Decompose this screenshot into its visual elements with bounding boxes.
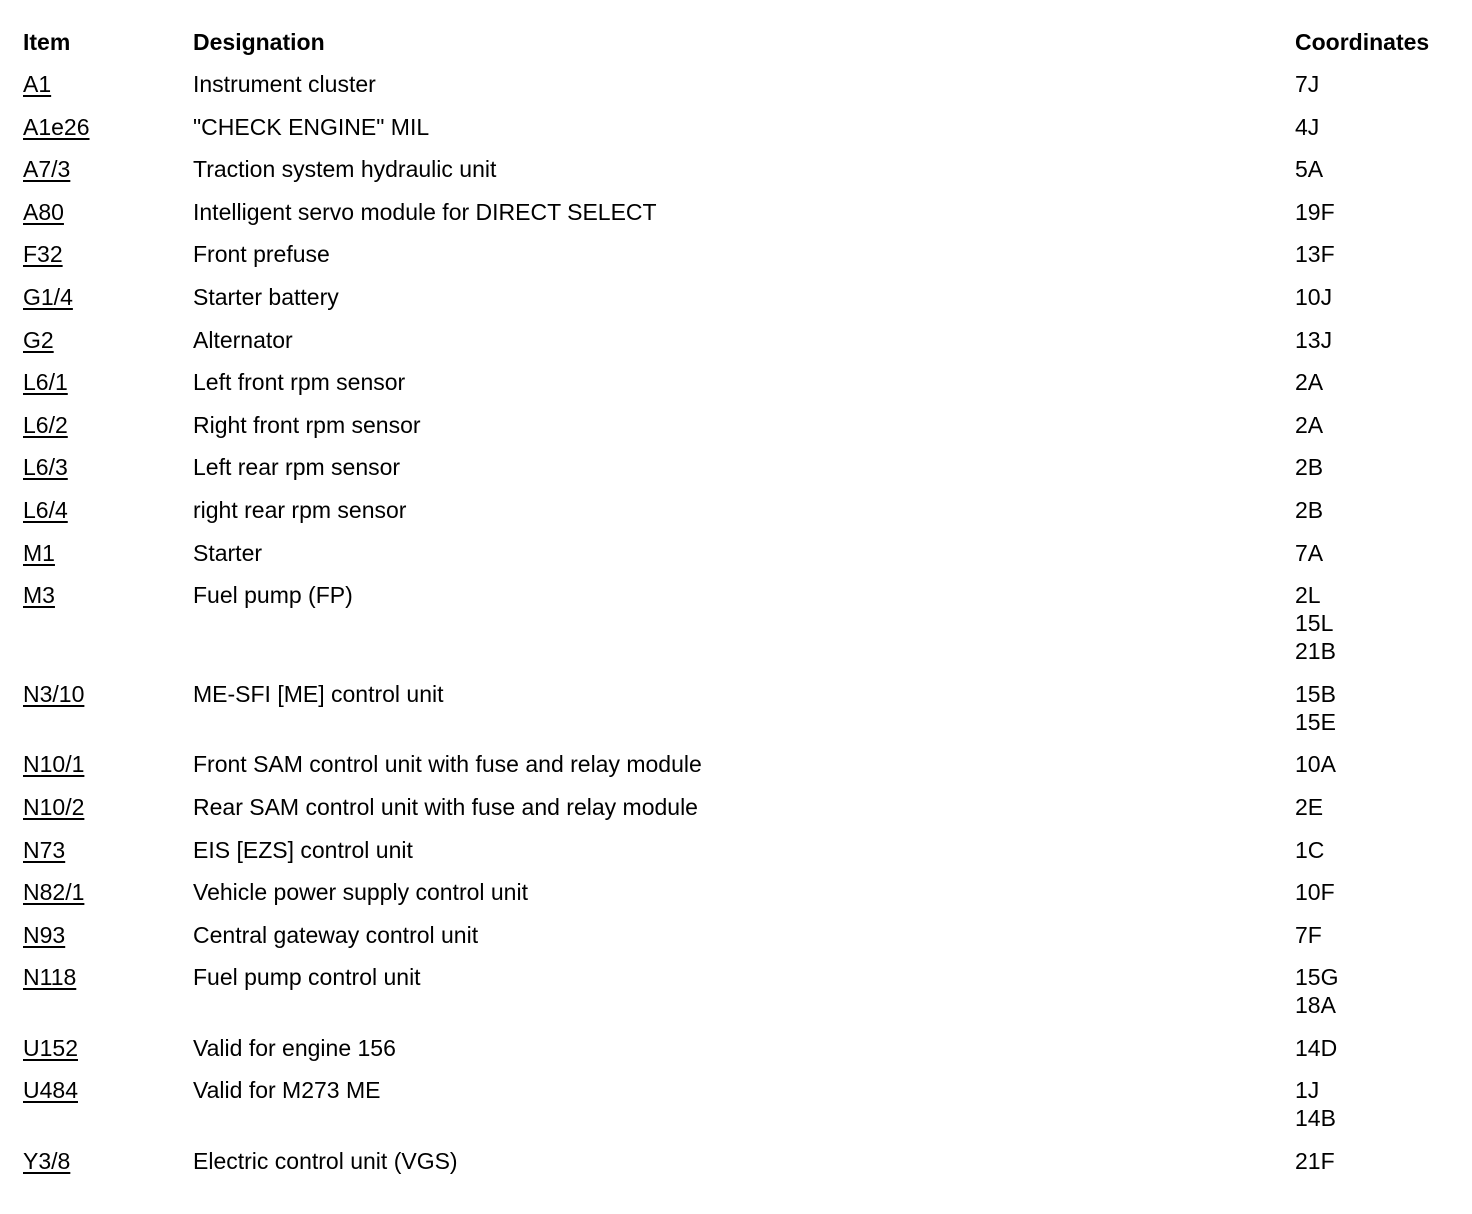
designation-cell: ME-SFI [ME] control unit (193, 680, 444, 707)
table-row (23, 581, 1453, 665)
item-link[interactable]: N82/1 (23, 879, 85, 906)
item-cell (23, 240, 193, 268)
item-cell (23, 368, 193, 396)
item-cell (23, 878, 193, 906)
item-column-header: Item (23, 29, 71, 55)
coordinate-value: 15L (1295, 610, 1334, 637)
coordinates-cell (1295, 198, 1453, 226)
designation-cell: Left front rpm sensor (193, 369, 406, 396)
item-link[interactable]: N10/2 (23, 793, 85, 820)
coordinates-cell (1295, 240, 1453, 268)
coordinate-value: 15E (1295, 708, 1336, 735)
designation-cell: right rear rpm sensor (193, 496, 407, 523)
coordinate-value: 15G (1295, 964, 1339, 991)
coordinate-value: 18A (1295, 992, 1336, 1019)
designation-cell: Valid for engine 156 (193, 1034, 396, 1061)
coordinate-value: 1C (1295, 836, 1325, 863)
coordinates-cell (1295, 539, 1453, 567)
item-link[interactable]: G1/4 (23, 283, 73, 310)
item-link[interactable]: G2 (23, 326, 54, 353)
item-cell (23, 326, 193, 354)
item-link[interactable]: M3 (23, 582, 55, 609)
coordinates-cell (1295, 581, 1453, 665)
table-row (23, 496, 1453, 524)
item-link[interactable]: U152 (23, 1034, 78, 1061)
item-cell (23, 581, 193, 609)
designation-cell: Instrument cluster (193, 71, 376, 97)
table-row (23, 326, 1453, 354)
table-row (23, 113, 1453, 141)
coordinates-cell (1295, 680, 1453, 736)
coordinates-cell (1295, 283, 1453, 311)
coordinates-cell (1295, 1076, 1453, 1132)
designation-cell: "CHECK ENGINE" MIL (193, 113, 430, 140)
coordinates-cell (1295, 878, 1453, 906)
item-link[interactable]: Y3/8 (23, 1148, 71, 1175)
component-legend-table (23, 28, 1453, 1190)
item-cell (23, 70, 193, 98)
item-cell (23, 680, 193, 708)
table-row (23, 836, 1453, 864)
coordinate-value: 2A (1295, 369, 1324, 396)
designation-cell: Alternator (193, 326, 293, 353)
coordinate-value: 7A (1295, 539, 1324, 566)
item-cell (23, 113, 193, 141)
table-row (23, 368, 1453, 396)
table-body (23, 70, 1453, 1175)
item-cell (23, 411, 193, 439)
table-row (23, 198, 1453, 226)
item-link[interactable]: L6/4 (23, 496, 68, 523)
coordinate-value: 2B (1295, 496, 1324, 523)
item-link[interactable]: A7/3 (23, 156, 71, 183)
designation-cell: Right front rpm sensor (193, 411, 421, 438)
designation-cell: Starter battery (193, 283, 339, 310)
coordinates-cell (1295, 921, 1453, 949)
item-cell (23, 539, 193, 567)
coordinate-value: 19F (1295, 198, 1335, 225)
designation-cell: Front SAM control unit with fuse and relay module (193, 751, 702, 778)
coordinate-value: 5A (1295, 156, 1324, 183)
coordinate-value: 2A (1295, 411, 1324, 438)
item-link[interactable]: A1e26 (23, 113, 90, 140)
coordinates-column-header: Coordinates (1295, 29, 1430, 55)
table-header-row (23, 28, 1453, 56)
item-link[interactable]: N10/1 (23, 751, 85, 778)
coordinate-value: 14D (1295, 1034, 1338, 1061)
table-row (23, 70, 1453, 98)
designation-cell: Traction system hydraulic unit (193, 156, 497, 183)
item-cell (23, 283, 193, 311)
item-cell (23, 921, 193, 949)
coordinates-cell (1295, 963, 1453, 1019)
item-cell (23, 198, 193, 226)
coordinates-cell (1295, 113, 1453, 141)
coordinates-cell (1295, 750, 1453, 778)
coordinate-value: 1J (1295, 1077, 1320, 1104)
table-row (23, 921, 1453, 949)
table-row (23, 1076, 1453, 1132)
coordinate-value: 13J (1295, 326, 1333, 353)
designation-cell: Rear SAM control unit with fuse and relay module (193, 793, 698, 820)
coordinate-value: 15B (1295, 680, 1336, 707)
coordinate-value: 2E (1295, 793, 1324, 820)
item-link[interactable]: A80 (23, 198, 64, 225)
designation-cell: Fuel pump (FP) (193, 582, 353, 609)
table-row (23, 240, 1453, 268)
coordinates-cell (1295, 70, 1453, 98)
designation-cell: Intelligent servo module for DIRECT SELECT (193, 198, 657, 225)
coordinates-cell (1295, 368, 1453, 396)
table-row (23, 155, 1453, 183)
item-link[interactable]: N93 (23, 921, 66, 948)
item-link[interactable]: N118 (23, 964, 77, 991)
item-cell (23, 155, 193, 183)
item-cell (23, 750, 193, 778)
designation-column-header: Designation (193, 29, 325, 55)
coordinate-value: 2L (1295, 582, 1321, 609)
coordinate-value: 13F (1295, 241, 1335, 268)
item-link[interactable]: N73 (23, 836, 66, 863)
coordinates-cell (1295, 1147, 1453, 1175)
coordinate-value: 21B (1295, 638, 1336, 665)
designation-cell: Central gateway control unit (193, 921, 479, 948)
table-row (23, 539, 1453, 567)
table-row (23, 1147, 1453, 1175)
item-link[interactable]: L6/3 (23, 454, 68, 481)
designation-cell: Electric control unit (VGS) (193, 1148, 458, 1175)
table-row (23, 283, 1453, 311)
designation-cell: Front prefuse (193, 241, 330, 268)
coordinate-value: 4J (1295, 113, 1320, 140)
table-row (23, 750, 1453, 778)
coordinates-cell (1295, 411, 1453, 439)
item-cell (23, 1034, 193, 1062)
table-row (23, 411, 1453, 439)
coordinate-value: 10F (1295, 879, 1335, 906)
table-row (23, 963, 1453, 1019)
item-link[interactable]: L6/1 (23, 369, 68, 396)
table-row (23, 878, 1453, 906)
coordinates-cell (1295, 326, 1453, 354)
table-row (23, 680, 1453, 736)
item-link[interactable]: U484 (23, 1077, 78, 1104)
coordinates-cell (1295, 155, 1453, 183)
coordinates-cell (1295, 496, 1453, 524)
designation-cell: EIS [EZS] control unit (193, 836, 413, 863)
coordinates-cell (1295, 836, 1453, 864)
designation-cell: Valid for M273 ME (193, 1077, 381, 1104)
item-link[interactable]: L6/2 (23, 411, 68, 438)
table-row (23, 1034, 1453, 1062)
coordinates-cell (1295, 453, 1453, 481)
coordinate-value: 10J (1295, 283, 1333, 310)
designation-cell: Fuel pump control unit (193, 964, 421, 991)
item-link[interactable]: M1 (23, 539, 55, 566)
item-cell (23, 1076, 193, 1104)
coordinates-cell (1295, 1034, 1453, 1062)
designation-cell: Left rear rpm sensor (193, 454, 401, 481)
coordinate-value: 2B (1295, 454, 1324, 481)
item-link[interactable]: N3/10 (23, 680, 85, 707)
table-row (23, 793, 1453, 821)
designation-cell: Starter (193, 539, 263, 566)
item-cell (23, 793, 193, 821)
designation-cell: Vehicle power supply control unit (193, 879, 528, 906)
item-link[interactable]: A1 (23, 71, 52, 97)
item-cell (23, 453, 193, 481)
item-cell (23, 496, 193, 524)
coordinate-value: 21F (1295, 1148, 1335, 1175)
item-cell (23, 963, 193, 991)
item-cell (23, 836, 193, 864)
coordinate-value: 10A (1295, 751, 1336, 778)
table-row (23, 453, 1453, 481)
item-cell (23, 1147, 193, 1175)
coordinate-value: 14B (1295, 1105, 1336, 1132)
coordinates-cell (1295, 793, 1453, 821)
coordinate-value: 7J (1295, 71, 1320, 97)
item-link[interactable]: F32 (23, 241, 63, 268)
coordinate-value: 7F (1295, 921, 1322, 948)
